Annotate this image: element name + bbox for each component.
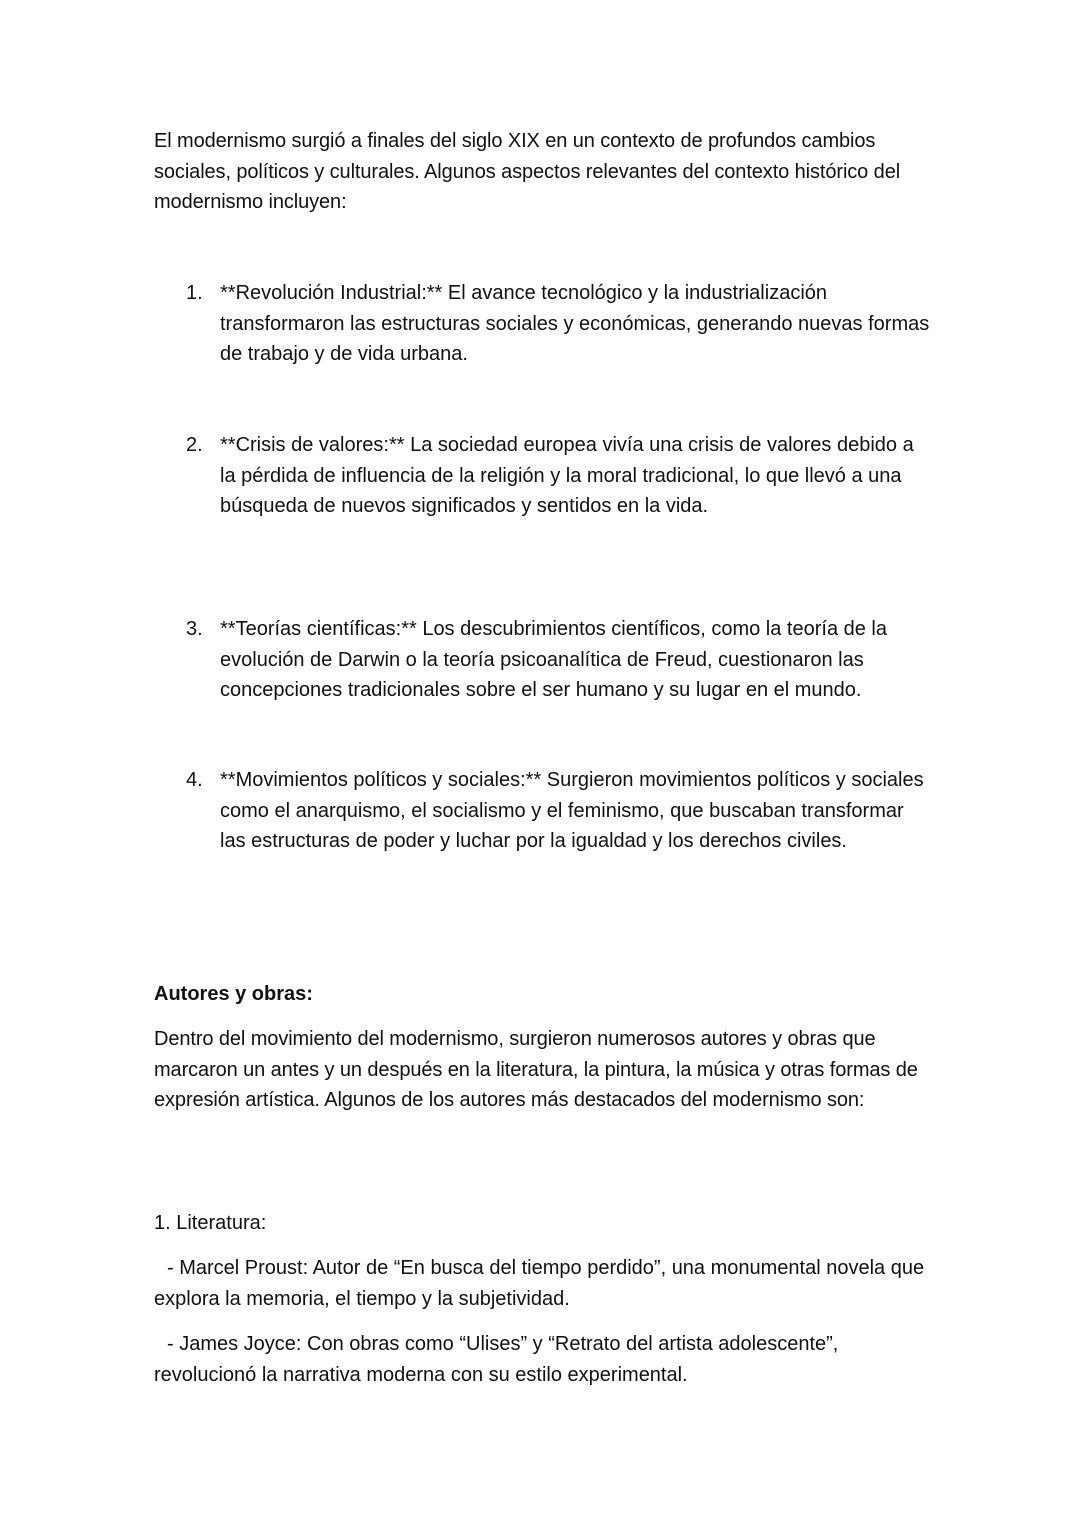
list-number: 4. <box>186 769 203 791</box>
list-text: **Movimientos políticos y sociales:** Surgieron movimientos políticos y sociales como el anarquismo, el socialismo y el feminismo, que buscaban transformar las estructuras de poder y luchar por la igualdad y los derechos civiles. <box>220 769 924 853</box>
author-entry-text: - James Joyce: Con obras como “Ulises” y “Retrato del artista adolescente”, revolucionó la narrativa moderna con su estilo experimental. <box>154 1333 839 1386</box>
list-text: **Crisis de valores:** La sociedad europea vivía una crisis de valores debido a la pérdida de influencia de la religión y la moral tradicional, lo que llevó a una búsqueda de nuevos significados y sentidos en la vida. <box>220 434 914 518</box>
list-number: 3. <box>186 618 203 640</box>
authors-heading: Autores y obras: <box>154 983 313 1005</box>
literature-heading: 1. Literatura: <box>154 1212 267 1234</box>
author-entry-joyce <box>154 1329 934 1390</box>
intro-paragraph: El modernismo surgió a finales del siglo XIX en un contexto de profundos cambios sociales, políticos y culturales. Algunos aspectos relevantes del contexto histórico del modernismo incluyen: <box>154 130 901 214</box>
list-text: **Revolución Industrial:** El avance tecnológico y la industrialización transformaron las estructuras sociales y económicas, generando nuevas formas de trabajo y de vida urbana. <box>220 282 930 366</box>
list-text: **Teorías científicas:** Los descubrimientos científicos, como la teoría de la evolución de Darwin o la teoría psicoanalítica de Freud, cuestionaron las concepciones tradicionales sobre el ser humano y su lugar en el mundo. <box>220 618 887 702</box>
author-entry-text: - Marcel Proust: Autor de “En busca del tiempo perdido”, una monumental novela que explora la memoria, el tiempo y la subjetividad. <box>154 1257 925 1310</box>
authors-intro-paragraph: Dentro del movimiento del modernismo, surgieron numerosos autores y obras que marcaron un antes y un después en la literatura, la pintura, la música y otras formas de expresión artística. Algunos de los autores más destacados del modernismo son: <box>154 1028 918 1112</box>
list-number: 2. <box>186 434 203 456</box>
author-entry-proust <box>154 1253 934 1314</box>
list-number: 1. <box>186 282 203 304</box>
